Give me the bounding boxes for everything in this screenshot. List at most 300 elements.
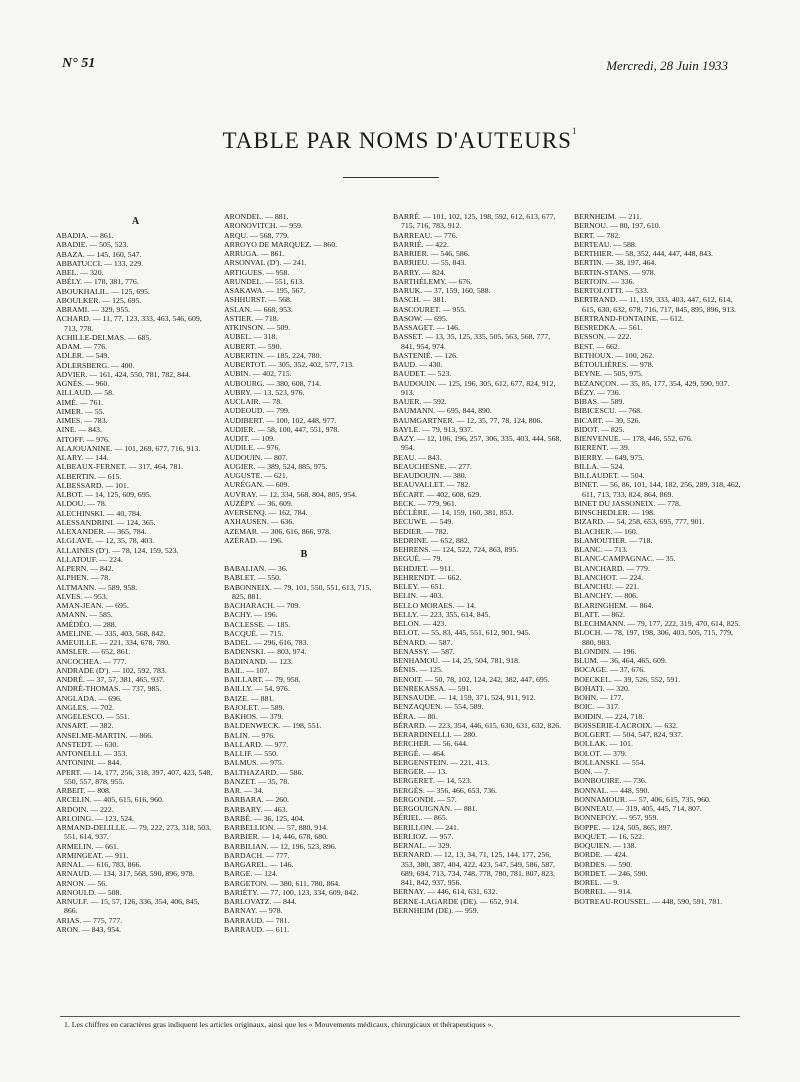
index-column-4 — [574, 212, 746, 1012]
index-entry: ARONOVITCH. — 959. — [224, 221, 303, 231]
index-entry: BELLO MORAES. — 14. — [393, 600, 476, 610]
index-entry: BARREAU. — 776. — [393, 230, 458, 240]
index-entry: BEHRENS. — 124, 522, 724, 863, 895. — [393, 545, 519, 554]
index-entry: BERILLON. — 241. — [393, 822, 459, 832]
index-entry: BARNAY. — 978. — [224, 906, 283, 916]
index-entry: BASTENIÉ. — 126. — [393, 350, 458, 360]
index-entry: ALDOU. — 78. — [56, 499, 107, 509]
index-entry: BAKHOS. — 379. — [224, 712, 284, 721]
index-entry: BLANCHARD. — 779. — [574, 563, 650, 573]
index-entry: BEAUVALLET. — 782. — [393, 480, 471, 490]
index-entry: AUBIN. — 402, 715. — [224, 369, 292, 379]
index-entry: ABOULKER. — 125, 695. — [56, 295, 142, 305]
index-entry: BEAUDOUIN. — 380. — [393, 471, 467, 480]
index-entry: BARIÉTY. — 77, 100, 123, 334, 609, 842. — [224, 887, 359, 897]
index-entry: BORDET. — 246, 590. — [574, 868, 648, 878]
index-entry: BEDRINE. — 652, 882. — [393, 535, 470, 545]
index-entry: BENHAMOU. — 14, 25, 504, 781, 918. — [393, 656, 520, 665]
index-entry: ARRUGA. — 861. — [224, 249, 285, 258]
index-entry: ARROYO DE MARQUEZ. — 860. — [224, 239, 338, 249]
index-entry: ASAKAWA. — 195, 567. — [224, 286, 306, 295]
index-column-2 — [224, 212, 384, 1012]
index-entry: BALLARD. — 977. — [224, 739, 289, 749]
index-entry: BECUWE. — 549. — [393, 517, 454, 527]
index-entry: BARBÉ. — 36, 125, 404. — [224, 813, 305, 823]
index-entry: AURÉGAN. — 609. — [224, 480, 290, 490]
index-entry: BEDIER. — 782. — [393, 526, 449, 536]
index-entry: BOPPE. — 124, 505, 865, 897. — [574, 822, 673, 832]
index-entry: ASLAN. — 668, 953. — [224, 304, 293, 314]
index-entry: ABRAMI. — 329, 955. — [56, 305, 131, 314]
index-entry: AMEUILLE. — 221, 334, 678, 780. — [56, 638, 170, 647]
index-entry: BÉZY. — 736. — [574, 387, 621, 397]
index-entry: BEYNE. — 505, 975. — [574, 369, 643, 379]
index-entry: BERTHIER. — 58, 352, 444, 447, 448, 843. — [574, 249, 714, 258]
index-entry: BABLET. — 550. — [224, 573, 282, 583]
page-title-text: TABLE PAR NOMS D'AUTEURS — [222, 128, 572, 153]
index-entry: BERNE-LAGARDE (DE). — 652, 914. — [393, 896, 519, 906]
index-entry: ADAM. — 776. — [56, 342, 108, 351]
index-entry: BOISSERIE-LACROIX. — 632. — [574, 720, 678, 730]
index-entry: BERLIOZ. — 957. — [393, 831, 454, 841]
index-entry: ALLATOUF. — 224. — [56, 554, 123, 564]
index-entry: BLECHMANN. — 79, 177, 222, 319, 470, 614, 825. — [574, 619, 741, 628]
index-entry: BASCH. — 381. — [393, 295, 447, 305]
index-entry: BALMUS. — 975. — [224, 758, 284, 768]
index-entry: AUCLAIR. — 78. — [224, 397, 283, 406]
index-entry: ABBATUCCI. — 133, 229. — [56, 258, 144, 268]
index-entry: ABEL. — 320. — [56, 268, 104, 277]
index-entry: BERGENSTEIN. — 221, 413. — [393, 757, 490, 767]
index-entry: BERTOIN. — 336. — [574, 276, 635, 286]
index-entry: BINET. — 56, 86, 101, 144, 182, 256, 289, 318, 462, 611, 713, 733, 824, 864, 869. — [574, 480, 741, 499]
index-entry: AITOFF. — 976. — [56, 434, 110, 444]
index-entry: BÉNIS. — 125. — [393, 665, 443, 675]
index-entry: BACHY. — 196. — [224, 610, 278, 620]
index-entry: BERNARD. — 12, 13, 34, 71, 125, 144, 177, 256, 353, 380, 387, 404, 422, 423, 547, 549, 586, 587, 689, 694, 713, 734, 748, 778, 780, 781, 807, 823, 841, 842, 937, 956. — [393, 850, 555, 887]
index-entry: BEAU. — 843. — [393, 452, 442, 462]
index-entry: BERGOUIGNAN. — 881. — [393, 804, 478, 813]
index-entry: AUDEOUD. — 799. — [224, 406, 290, 416]
index-entry: BAUDET. — 523. — [393, 369, 452, 379]
index-entry: ANGLADA. — 696. — [56, 693, 122, 703]
footnote-marker: 1 — [571, 126, 578, 136]
index-entry: BERGONDI. — 57. — [393, 794, 457, 804]
index-entry: BALLIF. — 550. — [224, 749, 278, 758]
index-entry: AMSLER. — 652, 861. — [56, 647, 131, 657]
index-entry: BELON. — 423. — [393, 619, 447, 628]
index-entry: ALVES. — 953. — [56, 591, 108, 601]
index-entry: BÉRARD. — 223, 354, 446, 615, 630, 631, 632, 826. — [393, 720, 562, 730]
index-entry: BARGETON. — 380, 611, 780, 864. — [224, 878, 341, 888]
index-entry: BERGÉ. — 464. — [393, 748, 446, 758]
index-entry: BARRIÉ. — 422. — [393, 239, 449, 249]
index-entry: ATKINSON. — 509. — [224, 323, 291, 332]
index-entry: BARRAUD. — 781. — [224, 915, 290, 925]
index-entry: BENSAUDE. — 14, 159, 371, 524, 911, 912. — [393, 693, 536, 702]
index-entry: BLARINGHEM. — 864. — [574, 600, 654, 610]
index-entry: ABADIE. — 505, 523. — [56, 240, 129, 250]
index-entry: BONNEFOY. — 957, 959. — [574, 813, 659, 823]
index-entry: ARDOIN. — 222. — [56, 804, 114, 814]
index-entry: BIBICESCU. — 768. — [574, 406, 643, 416]
index-entry: AZEMAR. — 306, 616, 866, 978. — [224, 526, 331, 536]
index-entry: AUGIER. — 389, 524, 885, 975. — [224, 461, 328, 471]
index-entry: AUDIT. — 109. — [224, 434, 275, 443]
index-entry: BORDES. — 590. — [574, 859, 633, 869]
index-entry: BARRY. — 824. — [393, 267, 446, 277]
index-entry: BARLOVATZ. — 844. — [224, 897, 297, 906]
index-entry: ACHILLE-DELMAS. — 685. — [56, 332, 152, 342]
index-entry: BERTRAND-FONTAINE. — 612. — [574, 313, 684, 323]
index-entry: ASTIER. — 718. — [224, 313, 279, 323]
index-entry: ABOUKHALIL. — 125, 695. — [56, 286, 150, 296]
index-entry: ANGLES. — 702. — [56, 702, 115, 712]
index-column-3 — [393, 212, 565, 1012]
index-entry: BESSON. — 222. — [574, 332, 632, 342]
index-entry: BARBELLION. — 57, 880, 914. — [224, 823, 328, 832]
index-entry: AMANN. — 585. — [56, 610, 113, 620]
index-entry: ASHHURST. — 568. — [224, 295, 292, 305]
index-entry: ARBEIT. — 808. — [56, 786, 111, 795]
index-entry: ALBOT. — 14, 125, 609, 695. — [56, 490, 152, 499]
index-entry: BERTOLOTTI. — 533. — [574, 286, 649, 295]
index-entry: BARUK. — 37, 159, 160, 588. — [393, 286, 491, 295]
index-entry: BERTRAND. — 11, 159, 333, 403, 447, 612, 614, 615, 630, 632, 678, 716, 717, 845, 895, 896, 913. — [574, 295, 736, 314]
index-entry: AZÉRAD. — 196. — [224, 535, 283, 545]
index-entry: BLANCHY. — 806. — [574, 591, 638, 601]
index-entry: BAUD. — 430. — [393, 360, 443, 369]
index-entry: BONNEAU. — 319, 405, 445, 714, 807. — [574, 804, 702, 813]
index-entry: BASCOURET. — 955. — [393, 304, 467, 314]
index-entry: ARUNDEL. — 551, 613. — [224, 276, 305, 286]
index-entry: BENOIT. — 50, 78, 102, 124, 242, 382, 447, 695. — [393, 674, 550, 684]
index-entry: BIDOT. — 825. — [574, 424, 625, 434]
index-entry: BARBARY. — 463. — [224, 804, 288, 814]
index-entry: BEAUCHESNE. — 277. — [393, 461, 472, 471]
index-entry: AUZÉPY. — 36, 609. — [224, 498, 293, 508]
index-entry: AUBEL. — 318. — [224, 332, 278, 342]
index-entry: BÉCART. — 402, 608, 629. — [393, 489, 482, 499]
index-entry: BAUER. — 592. — [393, 397, 447, 406]
index-column-1 — [56, 212, 215, 1012]
index-entry: BLATT. — 862. — [574, 609, 625, 619]
index-entry: AUBERTOT. — 305, 352, 402, 577, 713. — [224, 360, 355, 369]
index-entry: ARONDEL. — 881. — [224, 212, 289, 221]
index-entry: ALEXANDER. — 365, 784. — [56, 527, 147, 536]
index-entry: BOHATI. — 320. — [574, 683, 630, 693]
index-entry: ALAJOUANINE. — 101, 269, 677, 716, 913. — [56, 443, 201, 453]
index-entry: BOLLAK. — 101. — [574, 739, 633, 749]
index-entry: BERNHEIM (DE). — 959. — [393, 905, 479, 915]
index-entry: ARCELIN. — 405, 615, 616, 960. — [56, 795, 164, 805]
index-entry: BAYLE. — 79, 913, 937. — [393, 424, 473, 434]
index-columns — [56, 212, 746, 1012]
index-entry: BOLLANSKI. — 554. — [574, 757, 646, 767]
index-entry: BESREDKA. — 561. — [574, 323, 643, 332]
index-entry: BERGÈS. — 356, 466, 653, 736. — [393, 785, 497, 795]
index-entry: APERT. — 14, 177, 256, 318, 397, 407, 423, 548, 550, 557, 878, 955. — [56, 767, 213, 786]
index-entry: ALBESSARD. — 101. — [56, 480, 129, 490]
index-entry: ALARY. — 144. — [56, 453, 109, 462]
index-entry: BACQUÉ. — 715. — [224, 628, 284, 638]
index-entry: ADLER. — 549. — [56, 351, 110, 361]
index-entry: BEST. — 662. — [574, 341, 620, 351]
index-entry: AGNÈS. — 960. — [56, 379, 110, 388]
index-entry: AIMER. — 55. — [56, 406, 105, 416]
index-entry: BETHOUX. — 100, 262. — [574, 350, 655, 360]
index-entry: ALESSANDRINI. — 124, 365. — [56, 517, 156, 527]
index-entry: ARSONVAL (D'). — 241. — [224, 258, 307, 268]
index-entry: ALBEAUX-FERNET. — 317, 464, 781. — [56, 462, 184, 472]
index-entry: ANGELESCO. — 551. — [56, 712, 130, 721]
index-entry: BLUM. — 36, 464, 465, 609. — [574, 656, 667, 665]
index-entry: BADENSKI. — 803, 974. — [224, 647, 307, 657]
index-entry: ARMAND-DELILLE. — 79, 222, 273, 318, 503, 551, 614, 937. — [56, 823, 212, 842]
index-entry: ARON. — 843, 954. — [56, 924, 121, 934]
index-entry: BERGER. — 13. — [393, 767, 448, 776]
index-entry: BIZARD. — 54, 258, 653, 695, 777, 901. — [574, 517, 705, 527]
index-entry: ALTMANN. — 589, 958. — [56, 582, 138, 592]
index-entry: BOQUIEN. — 138. — [574, 841, 637, 850]
issue-date: Mercredi, 28 Juin 1933 — [606, 58, 728, 73]
index-entry: BANZET. — 35, 78. — [224, 776, 290, 786]
index-entry: BONNAMOUR. — 57, 406, 615, 735, 960. — [574, 794, 711, 804]
index-entry: BINET DU JASSONEIX. — 778. — [574, 498, 681, 508]
issue-number: N° 51 — [62, 56, 96, 71]
index-entry: ANSART. — 382. — [56, 721, 114, 731]
index-entry: BERNHEIM. — 211. — [574, 212, 642, 221]
index-entry: BAIZE. — 881. — [224, 693, 275, 703]
index-entry: BARDACH. — 777. — [224, 850, 290, 860]
index-entry: BLONDIN. — 196. — [574, 646, 637, 656]
index-entry: BALIN. — 976. — [224, 730, 276, 740]
index-entry: AILLAUD. — 58. — [56, 388, 115, 398]
index-entry: BEZANÇON. — 35, 85, 177, 354, 429, 590, 937. — [574, 378, 730, 388]
index-entry: BERARDINELLI. — 280. — [393, 730, 478, 739]
index-entry: ABADIA. — 861. — [56, 231, 114, 240]
index-entry: BABONNEIX. — 79, 101, 550, 551, 613, 715, 825, 881. — [224, 582, 372, 601]
index-entry: ABÉLY. — 178, 381, 776. — [56, 277, 139, 287]
index-entry: BELLY. — 223, 355, 614, 845. — [393, 609, 491, 619]
index-entry: BILLAUDET. — 504. — [574, 471, 645, 480]
index-entry: BONBOUIRE. — 736. — [574, 776, 647, 786]
index-entry: BÉNARD. — 587. — [393, 637, 453, 647]
index-entry: BAUMANN. — 695, 844, 890. — [393, 406, 492, 416]
index-entry: BOTREAU-ROUSSEL. — 448, 590, 591, 781. — [574, 896, 723, 906]
index-entry: BERGERET. — 14, 523. — [393, 776, 472, 786]
index-entry: BORDE. — 424. — [574, 850, 628, 860]
index-entry: ARNAL. — 616, 783, 866. — [56, 860, 142, 869]
index-entry: BABALIAN. — 36. — [224, 564, 288, 573]
index-entry: BACLESSE. — 185. — [224, 619, 291, 629]
index-entry: BERTIN. — 38, 197, 464. — [574, 258, 657, 268]
index-entry: BÉRA. — 80. — [393, 711, 438, 721]
index-entry: ARTIGUES. — 958. — [224, 267, 290, 277]
index-entry: AUGUSTE. — 621. — [224, 471, 288, 480]
index-entry: AMAN-JEAN. — 695. — [56, 601, 129, 610]
index-entry: AUBERTIN. — 185, 224, 780. — [224, 350, 322, 360]
index-entry: ALECHINSKI. — 40, 784. — [56, 508, 142, 518]
index-entry: BIBAS. — 589. — [574, 397, 625, 406]
index-entry: ALLAINES (D'). — 78, 124, 159, 523. — [56, 545, 179, 555]
index-entry: BAILLY. — 54, 976. — [224, 684, 290, 694]
index-entry: AUDILE. — 976. — [224, 443, 281, 453]
index-entry: AUBERT. — 590. — [224, 341, 282, 351]
index-entry: ALGLAVE. — 12, 35, 78, 403. — [56, 536, 155, 546]
index-entry: BARRAUD. — 611. — [224, 924, 290, 934]
index-entry: ANDRADE (D'). — 102, 592, 783. — [56, 665, 167, 675]
index-entry: BEGUÉ. — 79. — [393, 554, 443, 564]
index-entry: BASSAGET. — 146. — [393, 323, 461, 332]
index-entry: BELOT. — 55, 83, 445, 551, 612, 901, 945. — [393, 628, 531, 638]
index-entry: BARBILIAN. — 12, 196, 523, 896. — [224, 841, 337, 851]
index-entry: BLAMOUTIER. — 718. — [574, 535, 653, 545]
index-entry: BALDENWECK. — 198, 551. — [224, 721, 322, 731]
index-entry: BELEY. — 651. — [393, 582, 445, 591]
index-entry: BASSET. — 13, 35, 125, 335, 505, 563, 568, 777, 841, 954, 974. — [393, 332, 551, 351]
index-entry: BINSCHEDLER. — 198. — [574, 508, 656, 517]
index-entry: AUBOURG. — 380, 608, 714. — [224, 378, 322, 388]
index-entry: ANTONELLI. — 353. — [56, 749, 128, 758]
index-entry: AMÉDÉO. — 288. — [56, 619, 117, 629]
index-entry: BARBARA. — 260. — [224, 795, 289, 805]
index-entry: BOECKEL. — 39, 526, 552, 591. — [574, 674, 681, 684]
index-entry: AXHAUSEN. — 636. — [224, 517, 295, 527]
index-entry: BARTHÉLEMY. — 676. — [393, 276, 473, 286]
index-entry: AUDOUIN. — 807. — [224, 452, 288, 462]
index-entry: ANDRÉ-THOMAS. — 737, 985. — [56, 684, 162, 694]
index-entry: BORREL. — 914. — [574, 887, 633, 897]
index-entry: AUDIER. — 58, 100, 447, 551, 978. — [224, 424, 340, 434]
index-entry: AMELINE. — 335, 403, 568, 842. — [56, 628, 166, 638]
index-entry: BERTIN-STANS. — 978. — [574, 267, 656, 277]
section-letter-heading: A — [131, 216, 140, 227]
index-entry: BONNAL. — 448, 590. — [574, 785, 650, 795]
index-entry: ANSTEDT. — 630. — [56, 739, 119, 749]
index-entry: ALPERN. — 842. — [56, 564, 114, 573]
index-entry: AIMES. — 783. — [56, 416, 108, 425]
index-entry: ARNULF. — 15, 57, 126, 336, 354, 406, 845, 866. — [56, 897, 200, 916]
index-entry: BERCHER. — 56, 644. — [393, 739, 468, 749]
index-entry: BENZAQUEN. — 554, 589. — [393, 702, 484, 712]
index-entry: BÉTOULIÈRES. — 978. — [574, 360, 654, 369]
index-entry: BARRÉ. — 101, 102, 125, 198, 592, 612, 613, 677, 715, 716, 783, 912. — [393, 212, 556, 231]
index-entry: BENASSY. — 587. — [393, 646, 455, 656]
index-entry: BOLGERT. — 504, 547, 824, 937. — [574, 730, 683, 739]
index-entry: BECK. — 779, 961. — [393, 498, 457, 508]
index-entry: BILLA. — 524. — [574, 461, 625, 471]
index-entry: BÉCLÈRE. — 14, 159, 160, 381, 853. — [393, 508, 514, 517]
index-entry: BIENVENUE. — 178, 446, 552, 676. — [574, 434, 693, 443]
index-entry: BARRIER. — 546, 586. — [393, 249, 470, 258]
index-entry: ACHARD. — 11, 77, 123, 333, 463, 546, 609, 713, 778. — [56, 314, 202, 333]
index-entry: AUDIBERT. — 100, 102, 448, 977. — [224, 415, 337, 425]
index-entry: BOIDIN. — 224, 718. — [574, 711, 645, 721]
index-entry: BAILLART. — 79, 958. — [224, 675, 301, 684]
index-entry: ANCOCHEA. — 777. — [56, 656, 127, 666]
index-entry: BAJOLET. — 589. — [224, 702, 285, 712]
index-entry: BLACHER. — 160. — [574, 526, 638, 536]
index-entry: ARNON. — 56. — [56, 878, 108, 888]
index-entry: AUBRY. — 13, 523, 976. — [224, 387, 305, 397]
index-entry: AUVRAY. — 12, 334, 568, 804, 805, 954. — [224, 489, 357, 499]
page-title — [0, 128, 800, 154]
index-entry: BEHRENDT. — 662. — [393, 572, 462, 582]
index-entry: ABAZA. — 145, 160, 547. — [56, 249, 142, 259]
index-entry: BIERENT. — 39. — [574, 443, 630, 453]
index-entry: BÉRIEL. — 865. — [393, 813, 448, 823]
index-entry: ARLOING. — 123, 524. — [56, 813, 134, 823]
index-entry: ARIAS. — 775, 777. — [56, 915, 123, 925]
index-entry: BAUDOUIN. — 125, 196, 305, 612, 677, 824, 912, 913. — [393, 378, 556, 397]
index-entry: BERNAY. — 446, 614, 631, 632. — [393, 887, 498, 897]
index-entry: ARMELIN. — 661. — [56, 841, 119, 851]
index-entry: BLANC-CAMPAGNAC. — 35. — [574, 554, 676, 564]
index-entry: BADINAND. — 123. — [224, 656, 293, 666]
index-entry: BOREL. — 9. — [574, 878, 620, 887]
index-entry: BLOCH. — 78, 197, 198, 306, 403, 505, 715, 779, 880, 983. — [574, 628, 733, 647]
index-entry: BON. — 7. — [574, 767, 610, 776]
index-entry: BARRIEU. — 55, 843. — [393, 258, 467, 268]
index-entry: AIMÉ. — 761. — [56, 397, 104, 407]
index-entry: BAIL. — 107. — [224, 665, 270, 675]
index-entry: BACHARACH. — 709. — [224, 601, 301, 610]
index-entry: ADLERSBERG. — 400. — [56, 360, 135, 370]
index-entry: BAUMGARTNER. — 12, 35, 77, 78, 124, 806. — [393, 415, 543, 425]
index-entry: BICART. — 39, 526. — [574, 415, 641, 425]
index-entry: BIERRY. — 649, 975. — [574, 452, 645, 462]
index-entry: BASOW. — 695. — [393, 313, 448, 323]
index-entry: ARQU. — 568, 779. — [224, 230, 289, 240]
index-entry: ARNAUD. — 134, 317, 568, 590, 896, 978. — [56, 869, 195, 879]
index-entry: BALTHAZARD. — 586. — [224, 767, 304, 777]
index-entry: ANDRÉ. — 37, 57, 381, 465, 937. — [56, 675, 165, 684]
index-entry: ALPHEN. — 78. — [56, 573, 111, 583]
index-entry: BLANCHOT. — 224. — [574, 572, 644, 582]
index-entry: BERT. — 782. — [574, 230, 621, 240]
index-entry: BERNOU. — 80, 197, 610. — [574, 221, 661, 231]
index-entry: BLANCHU. — 221. — [574, 582, 639, 591]
index-entry: BENREKASSA. — 591. — [393, 683, 472, 693]
index-entry: BOQUET. — 16, 522. — [574, 831, 645, 841]
index-entry: BLANC. — 713. — [574, 545, 628, 554]
index-entry: BEHDJET. — 911. — [393, 563, 454, 573]
index-entry: BARGE. — 124. — [224, 869, 278, 879]
footnote: 1. Les chiffres en caractères gras indiquent les articles originaux, ainsi que les « Mouvements médicaux, chirurgicaux et thérapeutiques ». — [64, 1020, 494, 1029]
index-entry: BADEL. — 296, 616, 783. — [224, 638, 309, 647]
index-entry: BELIN. — 403. — [393, 591, 444, 601]
index-entry: BERNAL. — 329. — [393, 841, 452, 850]
index-entry: BARBIER. — 14, 446, 678, 680. — [224, 832, 328, 842]
index-entry: BOLOT. — 379. — [574, 748, 627, 758]
index-entry: AVERSENQ. — 162, 784. — [224, 508, 308, 517]
index-entry: ARMINGEAT. — 911. — [56, 850, 129, 860]
index-entry: BERTEAU. — 588. — [574, 239, 637, 249]
section-letter-heading: B — [300, 549, 308, 560]
index-entry: ADVIER. — 161, 424, 550, 781, 782, 844. — [56, 369, 191, 379]
index-entry: ANSELME-MARTIN. — 866. — [56, 730, 153, 740]
index-entry: BOHN. — 177. — [574, 693, 624, 702]
index-entry: BOCAGE. — 37, 676. — [574, 665, 646, 675]
index-entry: BARGAREL. — 146. — [224, 860, 294, 869]
index-entry: BOIC. — 317. — [574, 702, 620, 712]
index-entry: BAZY. — 12, 106, 196, 257, 306, 335, 403, 444, 568, 954. — [393, 434, 562, 453]
footnote-rule — [60, 1016, 740, 1017]
index-entry: BAR. — 34. — [224, 786, 264, 795]
title-rule — [343, 177, 439, 178]
index-entry: ARNOULD. — 508. — [56, 887, 122, 897]
